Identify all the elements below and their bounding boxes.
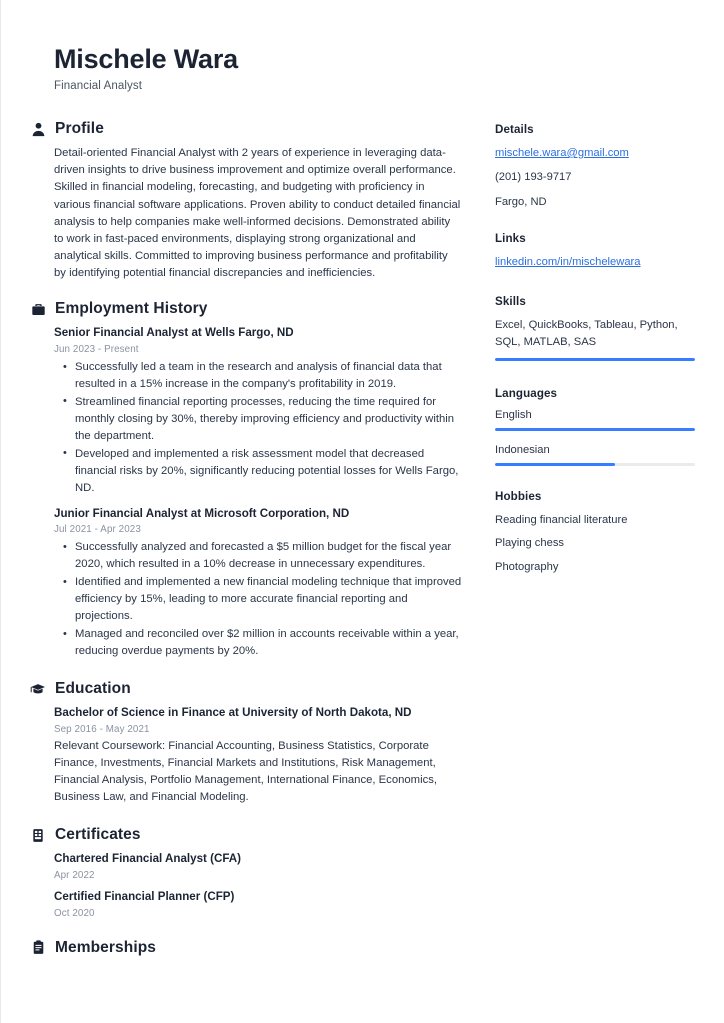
section-education-title: Education xyxy=(55,679,131,697)
section-employment xyxy=(30,300,462,660)
sidebar-languages-title: Languages xyxy=(495,387,558,401)
employment-entry xyxy=(54,506,462,660)
candidate-job-title: Financial Analyst xyxy=(54,80,142,93)
language-item xyxy=(495,409,695,431)
section-employment-title: Employment History xyxy=(55,300,208,318)
resume-body xyxy=(1,120,723,957)
sidebar-skills-title: Skills xyxy=(495,295,526,309)
graduation-cap-icon xyxy=(30,681,46,697)
email-link[interactable]: mischele.wara@gmail.com xyxy=(495,147,629,160)
certificate-entry-date: Oct 2020 xyxy=(54,907,95,919)
section-memberships xyxy=(30,939,462,957)
resume-header xyxy=(1,0,723,92)
certificate-entry-title: Certified Financial Planner (CFP) xyxy=(54,890,235,904)
list-item: • Developed and implemented a risk assessment model that decreased financial risks by 20%, significantly reducing potential losses for Wells Fargo, ND. xyxy=(75,446,462,497)
sidebar-column xyxy=(462,120,695,595)
sidebar-hobbies-title: Hobbies xyxy=(495,490,542,504)
sidebar-details xyxy=(495,123,695,211)
section-employment-header xyxy=(30,300,462,318)
hobby-item: Photography xyxy=(495,560,559,573)
certificate-entry xyxy=(54,851,462,881)
sidebar-skills xyxy=(495,295,695,361)
language-level-meter xyxy=(495,463,695,466)
employment-entry-title: Senior Financial Analyst at Wells Fargo, ND xyxy=(54,326,294,340)
list-item: • Streamlined financial reporting processes, reducing the time required for monthly closing by 30%, thereby improving efficiency and productivity within the department. xyxy=(75,394,462,445)
sidebar-hobbies xyxy=(495,490,695,576)
section-education-body xyxy=(30,705,462,806)
list-item: • Identified and implemented a new financial modeling technique that improved efficiency by 15%, leading to more accurate financial reporting and projections. xyxy=(75,574,462,625)
sidebar-links xyxy=(495,232,695,271)
list-item: • Managed and reconciled over $2 million in accounts receivable within a year, reducing overdue payments by 20%. xyxy=(75,626,462,660)
language-item xyxy=(495,444,695,466)
section-certificates-title: Certificates xyxy=(55,826,141,844)
section-profile-title: Profile xyxy=(55,120,104,138)
certificate-entry-date: Apr 2022 xyxy=(54,870,95,882)
certificate-icon xyxy=(30,827,46,843)
skills-level-meter xyxy=(495,358,695,361)
language-name: Indonesian xyxy=(495,444,550,457)
section-employment-body xyxy=(30,325,462,660)
section-memberships-title: Memberships xyxy=(55,938,157,956)
employment-entry-bullets xyxy=(54,539,462,660)
section-profile xyxy=(30,120,462,282)
hobby-item: Reading financial literature xyxy=(495,514,628,527)
clipboard-icon xyxy=(30,940,46,956)
sidebar-languages xyxy=(495,387,695,466)
profile-text: Detail-oriented Financial Analyst with 2 years of experience in leveraging data-driven insights to drive business improvement and optimize overall performance. Skilled in financial modeling, forecasting, and budgeting with proficiency in various financial software applications. Proven ability to conduct detailed financial analysis to help companies make well-informed decisions. Demonstrated ability to work in fast-paced environments, displaying strong organizational and analytical skills. Committed to improving business performance and profitability by identifying potential financial discrepancies and inefficiencies. xyxy=(54,147,461,280)
employment-entry-date: Jul 2021 - Apr 2023 xyxy=(54,524,141,536)
section-profile-header xyxy=(30,120,462,138)
sidebar-details-title: Details xyxy=(495,123,534,137)
location-text: Fargo, ND xyxy=(495,195,547,208)
section-certificates xyxy=(30,826,462,919)
certificate-entry xyxy=(54,889,462,919)
linkedin-link[interactable]: linkedin.com/in/mischelewara xyxy=(495,256,641,269)
briefcase-icon xyxy=(30,301,46,317)
main-column xyxy=(30,120,462,957)
language-level-fill xyxy=(495,428,695,431)
hobby-item: Playing chess xyxy=(495,537,565,550)
education-entry-title: Bachelor of Science in Finance at University of North Dakota, ND xyxy=(54,705,412,719)
skills-level-fill xyxy=(495,358,695,361)
language-level-meter xyxy=(495,428,695,431)
section-memberships-header xyxy=(30,939,462,957)
employment-entry-date: Jun 2023 - Present xyxy=(54,344,139,356)
education-entry-date: Sep 2016 - May 2021 xyxy=(54,723,150,735)
section-profile-body xyxy=(30,145,462,282)
section-education xyxy=(30,680,462,806)
sidebar-links-title: Links xyxy=(495,232,526,246)
list-item: • Successfully analyzed and forecasted a $5 million budget for the fiscal year 2020, which resulted in a 10% decrease in unnecessary expenditures. xyxy=(75,539,462,573)
employment-entry xyxy=(54,325,462,496)
employment-entry-title: Junior Financial Analyst at Microsoft Corporation, ND xyxy=(54,506,350,520)
section-certificates-body xyxy=(30,851,462,919)
language-level-fill xyxy=(495,463,615,466)
phone-text: (201) 193-9717 xyxy=(495,171,572,184)
section-education-header xyxy=(30,680,462,698)
person-icon xyxy=(30,121,46,137)
education-entry xyxy=(54,705,462,806)
skills-text: Excel, QuickBooks, Tableau, Python, SQL, MATLAB, SAS xyxy=(495,319,678,349)
section-certificates-header xyxy=(30,826,462,844)
certificate-entry-title: Chartered Financial Analyst (CFA) xyxy=(54,852,242,866)
employment-entry-bullets xyxy=(54,359,462,497)
candidate-name: Mischele Wara xyxy=(54,44,238,74)
language-name: English xyxy=(495,409,532,422)
education-entry-description: Relevant Coursework: Financial Accounting, Business Statistics, Corporate Finance, Investments, Financial Markets and Institutions, Risk Management, Financial Analysis, Portfolio Management, International Finance, Economics, Business Law, and Financial Modeling. xyxy=(54,739,438,804)
list-item: • Successfully led a team in the research and analysis of financial data that resulted in a 15% increase in the company's profitability in 2019. xyxy=(75,359,462,393)
